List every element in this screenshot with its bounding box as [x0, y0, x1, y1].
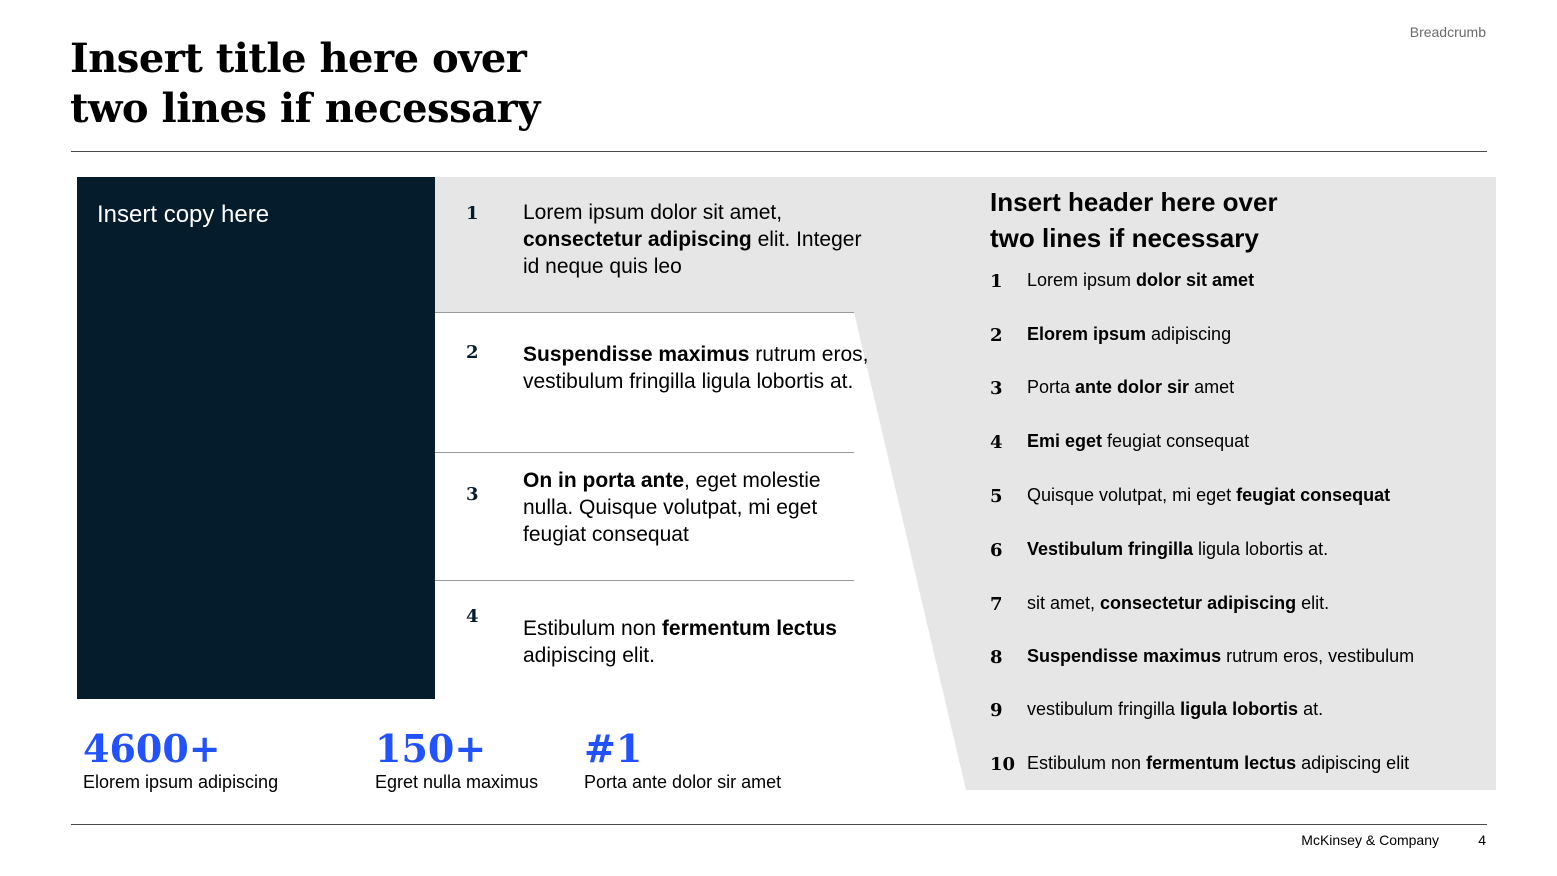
text-run: adipiscing elit — [1296, 753, 1410, 773]
text-run: Estibulum non — [523, 617, 662, 640]
bold-text-run: consectetur adipiscing — [1100, 593, 1297, 613]
row-divider — [435, 452, 854, 453]
row-number: 3 — [466, 484, 479, 505]
page-title-line-2: two lines if necessary — [70, 85, 540, 132]
row-text — [523, 615, 873, 669]
bold-text-run: fermentum lectus — [1146, 753, 1297, 773]
list-item-text — [1027, 324, 1231, 345]
navy-copy-text: Insert copy here — [97, 201, 270, 228]
row-text — [523, 341, 873, 395]
row-number: 4 — [466, 606, 479, 627]
list-item-text — [1027, 485, 1390, 506]
list-item-text — [1027, 699, 1323, 720]
stat-value: #1 — [584, 726, 643, 771]
list-item-number: 3 — [990, 378, 1003, 399]
page-title-line-1: Insert title here over — [70, 35, 527, 82]
text-run: Estibulum non — [1027, 753, 1147, 773]
stat-label: Egret nulla maximus — [375, 772, 539, 792]
text-run: , eget molestie nulla. Quisque volutpat, mi eget feugiat consequat — [523, 469, 821, 546]
text-run: elit. Integer id neque quis leo — [523, 228, 862, 278]
text-run: Lorem ipsum dolor sit amet, — [523, 201, 783, 224]
bold-text-run: ligula lobortis — [1180, 699, 1299, 719]
breadcrumb[interactable]: Breadcrumb — [1409, 24, 1486, 40]
row-text — [523, 199, 873, 280]
text-run: adipiscing elit. — [523, 644, 655, 667]
list-item-number: 10 — [990, 754, 1016, 775]
bold-text-run: Elorem ipsum — [1027, 324, 1147, 344]
bold-text-run: fermentum lectus — [661, 617, 837, 640]
bold-text-run: feugiat consequat — [1236, 485, 1391, 505]
footer-divider — [71, 824, 1487, 825]
stat-block — [584, 726, 781, 793]
text-run: adipiscing — [1146, 324, 1232, 344]
list-item-number: 4 — [990, 432, 1003, 453]
text-run: feugiat consequat — [1102, 431, 1250, 451]
text-run: Lorem ipsum — [1027, 270, 1137, 290]
text-run: sit amet, — [1027, 593, 1101, 613]
list-item-number: 9 — [990, 700, 1003, 721]
right-panel-header-line-2: two lines if necessary — [990, 223, 1259, 253]
row-number: 1 — [466, 203, 479, 224]
bold-text-run: dolor sit amet — [1136, 270, 1255, 290]
list-item-number: 2 — [990, 325, 1003, 346]
text-run: at. — [1298, 699, 1324, 719]
text-run: ligula lobortis at. — [1193, 539, 1329, 559]
stat-label: Elorem ipsum adipiscing — [83, 772, 279, 792]
list-item-number: 7 — [990, 594, 1003, 615]
bold-text-run: Suspendisse maximus — [1027, 646, 1222, 666]
right-panel-header-line-1: Insert header here over — [990, 187, 1278, 217]
list-item-number: 1 — [990, 271, 1003, 292]
text-run: Porta — [1027, 377, 1076, 397]
list-item-number: 6 — [990, 540, 1003, 561]
row-text — [523, 467, 873, 548]
bold-text-run: ante dolor sir — [1075, 377, 1190, 397]
text-run: Quisque volutpat, mi eget — [1027, 485, 1237, 505]
bold-text-run: Suspendisse maximus — [523, 343, 750, 366]
bold-text-run: Vestibulum fringilla — [1027, 539, 1194, 559]
list-item-text — [1027, 646, 1414, 667]
row-divider — [435, 580, 854, 581]
row-number: 2 — [466, 342, 479, 363]
list-item-text — [1027, 431, 1249, 452]
bold-text-run: consectetur adipiscing — [523, 228, 752, 251]
stat-label: Porta ante dolor sir amet — [584, 772, 782, 792]
text-run: vestibulum fringilla — [1027, 699, 1181, 719]
list-item-text — [1027, 377, 1234, 398]
text-run: elit. — [1296, 593, 1330, 613]
list-item-text — [1027, 539, 1328, 560]
list-item-number: 8 — [990, 647, 1003, 668]
bold-text-run: On in porta ante — [523, 469, 685, 492]
row-divider — [435, 312, 854, 313]
stat-value: 4600+ — [83, 726, 221, 771]
list-item-text — [1027, 753, 1409, 774]
navy-copy-block — [77, 177, 435, 699]
right-panel-header — [990, 184, 1278, 256]
list-item-number: 5 — [990, 486, 1003, 507]
stat-block — [83, 726, 278, 793]
list-item-text — [1027, 593, 1329, 614]
text-run: rutrum eros, vestibulum — [1221, 646, 1415, 666]
page-number: 4 — [1478, 832, 1486, 848]
text-run: amet — [1189, 377, 1235, 397]
list-item-text — [1027, 270, 1254, 291]
stat-value: 150+ — [375, 726, 487, 771]
footer-company: McKinsey & Company — [1301, 832, 1439, 848]
stat-block — [375, 726, 538, 793]
text-run: rutrum eros, vestibulum fringilla ligula lobortis at. — [523, 343, 869, 393]
bold-text-run: Emi eget — [1027, 431, 1103, 451]
